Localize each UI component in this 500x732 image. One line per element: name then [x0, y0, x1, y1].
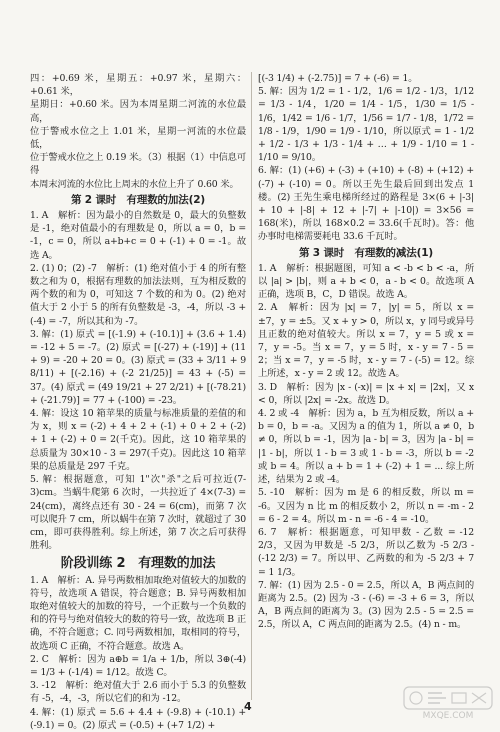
- text-line: 位于警戒水位之上 1.01 米，星期一河流的水位最低，: [30, 125, 246, 151]
- answer-item: 3. -12 解析：绝对值大于 2.6 而小于 5.3 的负整数有 -5，-4，-3，所以它们的和为 -12。: [30, 680, 246, 705]
- right-column: [258, 72, 474, 632]
- section-title: 第 3 课时 有理数的减法(1): [298, 246, 434, 259]
- answer-item: 2. C 解析：因为 a⊕b = 1/a + 1/b，所以 3⊕(-4) = 1/3 + (-1/4) = 1/12。故选 C。: [30, 653, 246, 678]
- stage-title: 阶段训练 2 有理数的加法: [60, 556, 216, 572]
- watermark-logo: [402, 685, 494, 725]
- watermark-text: MXQE.COM: [422, 711, 474, 721]
- answer-item: 2. (1) 0；(2) -7 解析：(1) 绝对值小于 4 的所有整数之和为 0，根据有理数的加法法则，互为相反数的两个数的和为 0，可知这 7 个数的和为 0。(2) 绝对值大于 2 小于 5 的所有负整数是 -3，-4，所以 -3 + (-4) = -7，所以其和为 -7。: [30, 262, 246, 327]
- answer-item: 1. A 解析：根据题图，可知 a < -b < b < -a，所以 |a| > |b|，则 a + b < 0，a - b < 0。故选项 A 正确，选项 B，C，D 错误。故选 A。: [258, 262, 474, 301]
- answer-item: 5. 解：因为 1/2 = 1 - 1/2，1/6 = 1/2 - 1/3，1/12 = 1/3 - 1/4，1/20 = 1/4 - 1/5，1/30 = 1/5 - 1/6，1/42 = 1/6 - 1/7，1/56 = 1/7 - 1/8，1/72 = 1/8 - 1/9，1/90 = 1/9 - 1/10，所以原式 = 1 - 1/2 + 1/2 - 1/3 + 1/3 - 1/4 + … + 1/9 - 1/10 = 1 - 1/10 = 9/10。: [258, 86, 474, 164]
- answer-item: 4. 解：设这 10 箱苹果的质量与标准质量的差值的和为 x，则 x = (-2) + 4 + 2 + (-1) + 0 + 2 + (-2) + 1 + (-2) + 0 = 2(千克)。因此，这 10 箱苹果的总质量为 30×10 - 3 = 297(千克)。因此这 10 箱苹果的总质量是 297 千克。: [30, 408, 246, 472]
- text-line: 星期日：+0.60 米。因为本周星期二河流的水位最高，: [30, 99, 246, 124]
- answer-item: 7. 解：(1) 因为 2.5 - 0 = 2.5，所以 A，B 两点间的距离为 2.5。(2) 因为 -3 - (-6) = -3 + 6 = 3，所以 A，B 两点间的距离为 3。(3) 因为 2.5 - 5 = 2.5 = 2.5，所以 A，C 两点间的距离为 2.5。(4) n - m。: [258, 579, 474, 631]
- answer-item: 4. 2 或 -4 解析：因为 a，b 互为相反数，所以 a + b = 0，b = -a。又因为 a 的值为 1，所以 a ≠ 0，b ≠ 0，所以 b = -1，因为 |a - b| = 3，因为 |a - b| = |1 - b|，所以 1 - b = 3 或 1 - b = -3，所以 b = -2 或 b = 4。所以 a + b = 1 + (-2) + 1 = ... 综上所述，结果为 2 或 -4。: [258, 408, 474, 486]
- answer-item: 6. 解：(1) (+6) + (-3) + (+10) + (-8) + (+12) + (-7) + (-10) = 0。所以王先生最后回到出发点 1 楼。(2) 王先生乘电梯所经过的路程是 3×(6 + |-3| + 10 + |-8| + 12 + |-7| + |-10|) = 3×56 = 168(米)，所以 168×0.2 = 33.6(千瓦时)。答：他办事时电梯需要耗电 33.6 千瓦时。: [258, 165, 474, 243]
- answer-item: 3. D 解析：因为 |x - (-x)| = |x + x| = |2x|，又 x < 0，所以 |2x| = -2x。故选 D。: [258, 381, 474, 406]
- text-line: 位于警戒水位之上 0.19 米。（3）根据（1）中信息可得: [30, 152, 246, 177]
- answer-item: 1. A 解析：A. 异号两数相加取绝对值较大的加数的符号，故选项 A 错误，符合题意；B. 异号两数相加取绝对值较大的加数的符号，一个正数与一个负数的和的符号与绝对值较大的数的符号一致，故选项 B 正确，不符合题意；C. 同号两数相加，取相同的符号，故选项 C 正确，不符合题意。故选 A。: [30, 574, 246, 652]
- answer-item: 5. -10 解析：因为 m 是 6 的相反数，所以 m = -6。又因为 n 比 m 的相反数小 2，所以 n = -m - 2 = 6 - 2 = 4。所以 m - n = -6 - 4 = -10。: [258, 487, 474, 525]
- text-line: 四：+0.69 米，星期五：+0.97 米，星期六：+0.61 米，: [30, 73, 246, 98]
- watermark-icon: [402, 685, 494, 711]
- column-divider: [251, 72, 252, 700]
- section-title: 第 2 课时 有理数的加法(2): [70, 193, 206, 206]
- text-line: 本周末河流的水位比上周末的水位上升了 0.60 米。: [30, 178, 239, 190]
- page-number: 4: [244, 700, 252, 713]
- answer-item: 3. 解：(1) 原式 = [(-1.9) + (-10.1)] + (3.6 + 1.4) = -12 + 5 = -7。(2) 原式 = [(-27) + (-19)] + (11 + 9) = -20 + 20 = 0。(3) 原式 = (33 + 3/11 + 9 8/11) + [(-2.16) + (-2 21/25)] = 43 + (-5) = 37。(4) 原式 = (49 19/21 + 27 2/21) + [(-78.21) + (-21.79)] = 77 + (-100) = -23。: [30, 328, 246, 406]
- answer-item: 1. A 解析：因为最小的自然数是 0，最大的负整数是 -1，绝对值最小的有理数是 0，所以 a = 0，b = -1，c = 0，所以 a+b+c = 0 + (-1) + 0 = -1。故选 A。: [30, 210, 246, 261]
- answer-item: 4. 解：(1) 原式 = 5.6 + 4.4 + (-9.8) + (-10.1) + (-9.1) = 0。(2) 原式 = (-0.5) + (+7 1/2) +: [30, 706, 246, 731]
- answer-item: 2. A 解析：因为 |x| = 7，|y| = 5，所以 x = ±7，y = ±5。又 x + y > 0，所以 x，y 同号或异号且正数的绝对值较大。所以 x = 7，y = 5 或 x = 7，y = -5。当 x = 7，y = 5 时，x - y = 7 - 5 = 2；当 x = 7，y = -5 时，x - y = 7 - (-5) = 12。综上所述，x - y = 2 或 12。故选 A。: [258, 302, 474, 380]
- intro-lines: [30, 72, 246, 191]
- answer-item: 5. 解：根据题意，可知 1"次"杀"之后可拉近(7-3)cm。当蜗牛爬第 6 次时，一共拉近了 4×(7-3) = 24(cm)，离终点还有 30 - 24 = 6(cm)，而第 7 次可以爬升 7 cm，所以蜗牛在第 7 次时，就超过了 30 cm，即可获得胜利。综上所述，第 7 次之后可获得胜利。: [30, 474, 246, 552]
- text-line: [(-3 1/4) + (-2.75)] = 7 + (-6) = 1。: [258, 73, 418, 84]
- left-column: [30, 72, 246, 732]
- answer-item: 6. 7 解析：根据题意，可知甲数 - 乙数 = -12 2/3，又因为甲数是 -5 2/3，所以乙数为 -5 2/3 - (-12 2/3) = 7。所以甲、乙两数的和为 -5 2/3 + 7 = 1 1/3。: [258, 526, 474, 578]
